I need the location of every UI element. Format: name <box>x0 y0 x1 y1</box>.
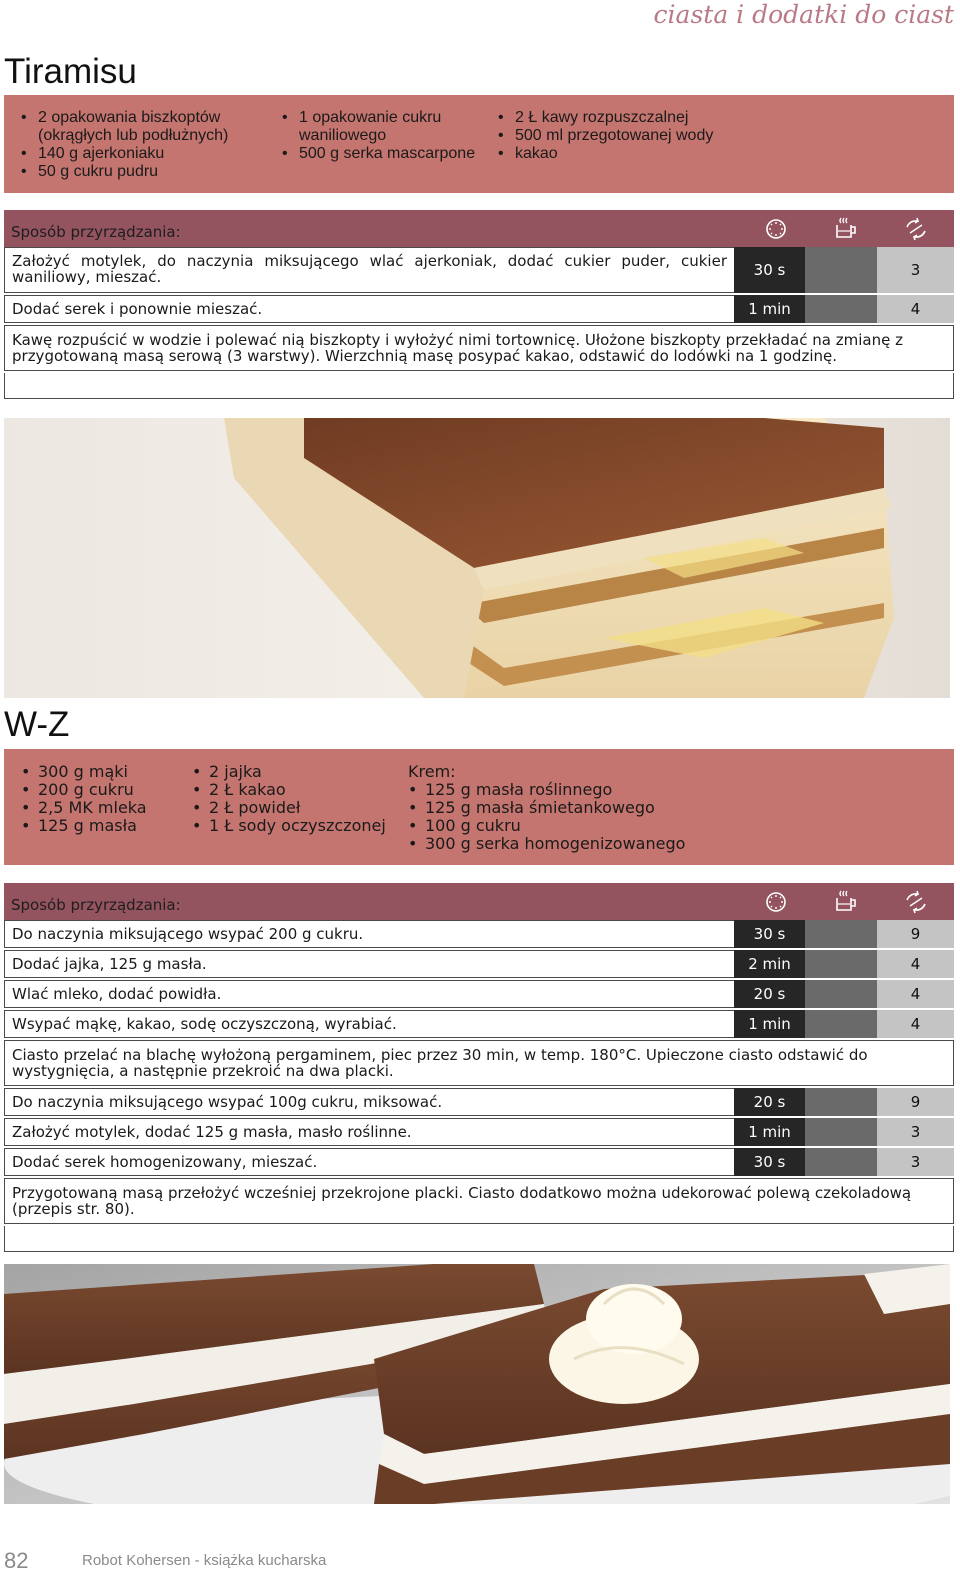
table-spacer <box>4 1226 954 1252</box>
ingredient-item: • 1 Ł sody oczyszczonej <box>192 817 402 835</box>
ingredient-item: • 2 Ł powideł <box>192 799 402 817</box>
method-header <box>4 210 954 247</box>
speed-icon <box>902 217 930 241</box>
recipe-step <box>4 1118 954 1148</box>
ingredient-item: • kakao <box>498 145 748 163</box>
ingredients-panel-wz <box>4 749 954 865</box>
ingredient-item: • 200 g cukru <box>21 781 191 799</box>
temperature-icon <box>832 890 860 914</box>
step-text: Do naczynia miksującego wsypać 100g cukru, miksować. <box>4 1088 734 1116</box>
ingredients-column <box>21 763 191 835</box>
recipe-note: Kawę rozpuścić w wodzie i polewać nią biszkopty i wyłożyć nimi tortownicę. Ułożone biszkopty przekładać na zmianę z przygotowaną masą serową (3 warstwy). Wierzchnią masę posypać kakao, odstawić do lodówki na 1 godzinę. <box>4 325 954 371</box>
ingredient-item: • 500 g serka mascarpone <box>282 145 492 163</box>
step-temperature <box>805 980 877 1008</box>
ingredient-item: • 100 g cukru <box>408 817 708 835</box>
step-time: 2 min <box>734 950 805 978</box>
krem-label: Krem: <box>408 762 456 781</box>
step-temperature <box>805 295 877 323</box>
step-speed: 9 <box>877 1088 954 1116</box>
step-time: 30 s <box>734 1148 805 1176</box>
ingredient-item: • 125 g masła roślinnego <box>408 781 708 799</box>
ingredient-item: • 140 g ajerkoniaku <box>21 145 261 163</box>
step-time: 20 s <box>734 1088 805 1116</box>
speed-icon <box>902 890 930 914</box>
step-speed: 3 <box>877 247 954 293</box>
recipe-title-tiramisu: Tiramisu <box>4 52 137 91</box>
step-temperature <box>805 950 877 978</box>
step-time: 1 min <box>734 1118 805 1146</box>
ingredient-item: • 2 Ł kakao <box>192 781 402 799</box>
step-text: Założyć motylek, dodać 125 g masła, masło roślinne. <box>4 1118 734 1146</box>
recipe-step <box>4 950 954 980</box>
step-temperature <box>805 1118 877 1146</box>
timer-icon <box>762 890 790 914</box>
recipe-step <box>4 1148 954 1178</box>
step-temperature <box>805 1088 877 1116</box>
photo-tiramisu <box>4 418 950 698</box>
footer-title: Robot Kohersen - książka kucharska <box>82 1552 327 1569</box>
recipe-title-wz: W-Z <box>4 705 70 744</box>
ingredients-column <box>192 763 402 835</box>
page-number: 82 <box>4 1548 29 1573</box>
ingredients-column <box>498 109 748 163</box>
step-speed: 3 <box>877 1118 954 1146</box>
ingredient-item: • 300 g serka homogenizowanego <box>408 835 708 853</box>
ingredient-item: • 2,5 MK mleka <box>21 799 191 817</box>
step-speed: 4 <box>877 980 954 1008</box>
recipe-step <box>4 247 954 295</box>
step-text: Dodać jajka, 125 g masła. <box>4 950 734 978</box>
temperature-icon <box>832 217 860 241</box>
method-table-wz <box>4 883 954 1252</box>
ingredient-item: • 500 ml przegotowanej wody <box>498 127 748 145</box>
ingredient-item: • 50 g cukru pudru <box>21 163 261 181</box>
step-speed: 9 <box>877 920 954 948</box>
ingredient-item: • 125 g masła <box>21 817 191 835</box>
ingredient-item: • 125 g masła śmietankowego <box>408 799 708 817</box>
recipe-step <box>4 295 954 325</box>
step-text: Wlać mleko, dodać powidła. <box>4 980 734 1008</box>
step-text: Dodać serek homogenizowany, mieszać. <box>4 1148 734 1176</box>
step-temperature <box>805 247 877 293</box>
step-temperature <box>805 1148 877 1176</box>
step-speed: 4 <box>877 1010 954 1038</box>
step-speed: 4 <box>877 950 954 978</box>
method-label: Sposób przyrządzania: <box>11 896 181 914</box>
step-time: 20 s <box>734 980 805 1008</box>
step-time: 30 s <box>734 920 805 948</box>
step-text: Założyć motylek, do naczynia miksującego wlać ajerkoniak, dodać cukier puder, cukier waniliowy, mieszać. <box>4 247 734 293</box>
method-label: Sposób przyrządzania: <box>11 223 181 241</box>
ingredients-column <box>408 763 708 853</box>
recipe-note: Przygotowaną masą przełożyć wcześniej przekrojone placki. Ciasto dodatkowo można udekorować polewą czekoladową (przepis str. 80). <box>4 1178 954 1224</box>
recipe-step <box>4 1088 954 1118</box>
method-header <box>4 883 954 920</box>
step-time: 1 min <box>734 1010 805 1038</box>
ingredient-item: • 300 g mąki <box>21 763 191 781</box>
step-temperature <box>805 1010 877 1038</box>
table-spacer <box>4 373 954 399</box>
step-text: Wsypać mąkę, kakao, sodę oczyszczoną, wyrabiać. <box>4 1010 734 1038</box>
step-time: 30 s <box>734 247 805 293</box>
ingredient-item: • 2 jajka <box>192 763 402 781</box>
ingredients-column <box>282 109 492 163</box>
recipe-step <box>4 1010 954 1040</box>
step-time: 1 min <box>734 295 805 323</box>
ingredients-panel-tiramisu <box>4 95 954 193</box>
ingredients-column <box>21 109 261 181</box>
recipe-step <box>4 920 954 950</box>
method-table-tiramisu <box>4 210 954 399</box>
recipe-note: Ciasto przelać na blachę wyłożoną pergaminem, piec przez 30 min, w temp. 180°C. Upieczone ciasto odstawić do wystygnięcia, a następnie przekroić na dwa placki. <box>4 1040 954 1086</box>
step-temperature <box>805 920 877 948</box>
ingredient-item: • 2 opakowania biszkoptów (okrągłych lub podłużnych) <box>21 109 261 145</box>
timer-icon <box>762 217 790 241</box>
recipe-step <box>4 980 954 1010</box>
step-speed: 4 <box>877 295 954 323</box>
section-header: ciasta i dodatki do ciast <box>653 0 954 29</box>
ingredient-item: • 2 Ł kawy rozpuszczalnej <box>498 109 748 127</box>
ingredient-item: • 1 opakowanie cukru waniliowego <box>282 109 492 145</box>
step-text: Dodać serek i ponownie mieszać. <box>4 295 734 323</box>
step-speed: 3 <box>877 1148 954 1176</box>
photo-wz <box>4 1264 950 1504</box>
step-text: Do naczynia miksującego wsypać 200 g cukru. <box>4 920 734 948</box>
